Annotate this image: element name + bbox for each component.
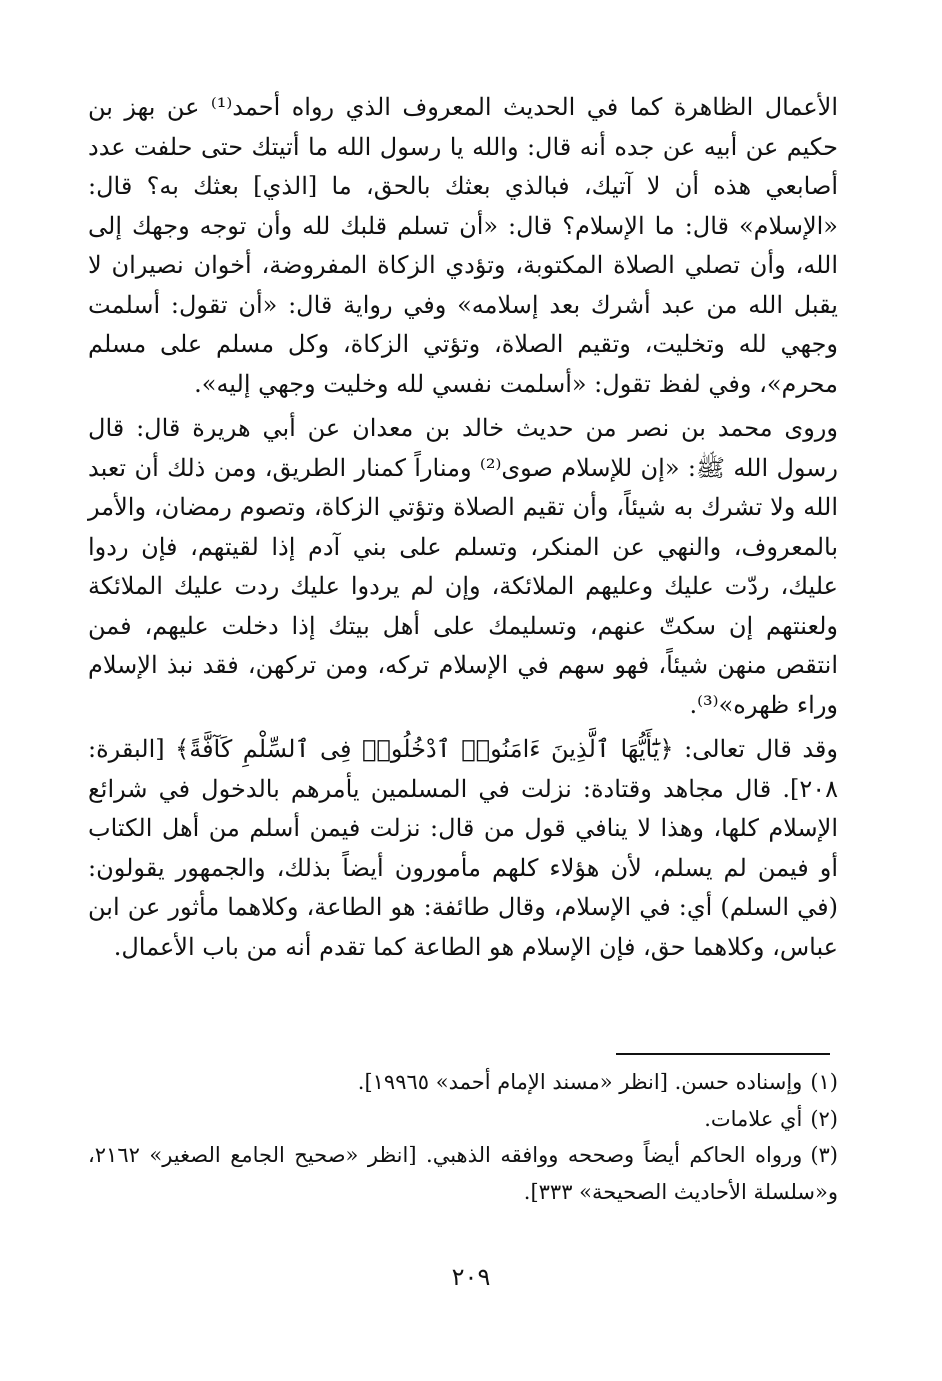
footnote-text: ورواه الحاكم أيضاً وصححه ووافقه الذهبي. [انظر «صحيح الجامع الصغير» ٢١٦٢، و«سلسلة الأحاديث الصحيحة» ٣٣٣]. <box>88 1143 838 1204</box>
footnote-1 <box>88 1064 838 1101</box>
footnote-2 <box>88 1101 838 1138</box>
paragraph-2: وروى محمد بن نصر من حديث خالد بن معدان عن أبي هريرة قال: قال رسول الله ﷺ: «إن للإسلام صوى⁽²⁾ ومناراً كمنار الطريق، ومن ذلك أن تعبد الله ولا تشرك به شيئاً، وأن تقيم الصلاة وتؤتي الزكاة، وتصوم رمضان، والأمر بالمعروف، والنهي عن المنكر، وتسلم على بني آدم إذا لقيتهم، فإن ردوا عليك، ردّت عليك وعليهم الملائكة، وإن لم يردوا عليك ردت عليك الملائكة ولعنتهم إن سكتّ عنهم، وتسليمك على أهل بيتك إذا دخلت عليهم، فمن انتقص منهن شيئاً، فهو سهم في الإسلام تركه، ومن تركهن، فقد نبذ الإسلام وراء ظهره»⁽³⁾. <box>88 414 839 719</box>
footnote-number: (١) <box>810 1070 838 1094</box>
page-number: ٢٠٩ <box>451 1263 491 1291</box>
footnote-text: أي علامات. <box>704 1106 803 1131</box>
main-text <box>88 88 838 967</box>
footnote-text: وإسناده حسن. [انظر «مسند الإمام أحمد» ١٩٩٦٥]. <box>357 1070 803 1094</box>
footnote-3 <box>88 1137 838 1210</box>
footnote-separator <box>616 1053 830 1055</box>
footnotes <box>88 1064 838 1210</box>
footnote-number: (٢) <box>810 1106 838 1131</box>
paragraph-3: وقد قال تعالى: ﴿يَٰٓأَيُّهَا ٱلَّذِينَ ءَامَنُوا۟ ٱدْخُلُوا۟ فِى ٱلسِّلْمِ كَآفَّةً﴾ [البقرة: ٢٠٨]. قال مجاهد وقتادة: نزلت في المسلمين يأمرهم بالدخول في شرائع الإسلام كلها، وهذا لا ينافي قول من قال: نزلت فيمن أسلم من أهل الكتاب أو فيمن لم يسلم، لأن هؤلاء كلهم مأمورون أيضاً بذلك، والجمهور يقولون: (في السلم) أي: في الإسلام، وقال طائفة: هو الطاعة، وكلاهما مأثور عن ابن عباس، وكلاهما حق، فإن الإسلام هو الطاعة كما تقدم أنه من باب الأعمال. <box>88 735 839 961</box>
footnote-number: (٣) <box>810 1143 838 1167</box>
paragraph-1: الأعمال الظاهرة كما في الحديث المعروف الذي رواه أحمد⁽¹⁾ عن بهز بن حكيم عن أبيه عن جده أنه قال: والله يا رسول الله ما أتيتك حتى حلفت عدد أصابعي هذه أن لا آتيك، فبالذي بعثك بالحق، ما [الذي] بعثك به؟ قال: «الإسلام» قال: ما الإسلام؟ قال: «أن تسلم قلبك لله وأن توجه وجهك إلى الله، وأن تصلي الصلاة المكتوبة، وتؤدي الزكاة المفروضة، أخوان نصيران لا يقبل الله من عبد أشرك بعد إسلامه» وفي رواية قال: «أن تقول: أسلمت وجهي لله وتخليت، وتقيم الصلاة، وتؤتي الزكاة، وكل مسلم على مسلم محرم»، وفي لفظ تقول: «أسلمت نفسي لله وخليت وجهي إليه». <box>88 93 838 398</box>
